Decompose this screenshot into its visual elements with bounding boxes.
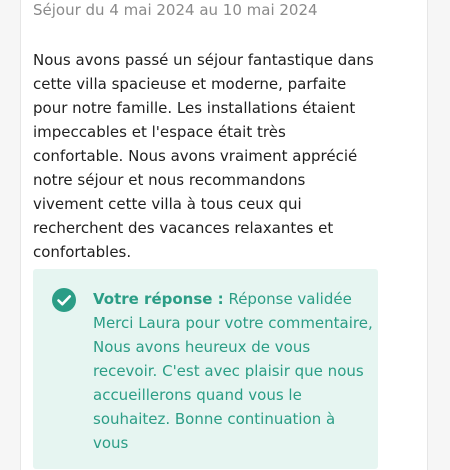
response-label: Votre réponse :: [93, 290, 224, 308]
stay-dates: Séjour du 4 mai 2024 au 10 mai 2024: [33, 1, 318, 19]
review-text: Nous avons passé un séjour fantastique dans cette villa spacieuse et moderne, parfaite pour notre famille. Les installations étaient impeccables et l'espace était très confortable. Nous avons vraiment apprécié notre séjour et nous recommandons vivement cette villa à tous ceux qui recherchent des vacances relaxantes et confortables.: [33, 51, 374, 261]
check-circle-icon: [51, 287, 77, 313]
owner-response-box: [33, 269, 378, 469]
response-status: Réponse validée: [223, 290, 352, 308]
response-text-block: [93, 287, 373, 455]
response-message: Merci Laura pour votre commentaire, Nous avons heureux de vous recevoir. C'est avec plaisir que nous accueillerons quand vous le souhaitez. Bonne continuation à vous: [93, 314, 373, 452]
